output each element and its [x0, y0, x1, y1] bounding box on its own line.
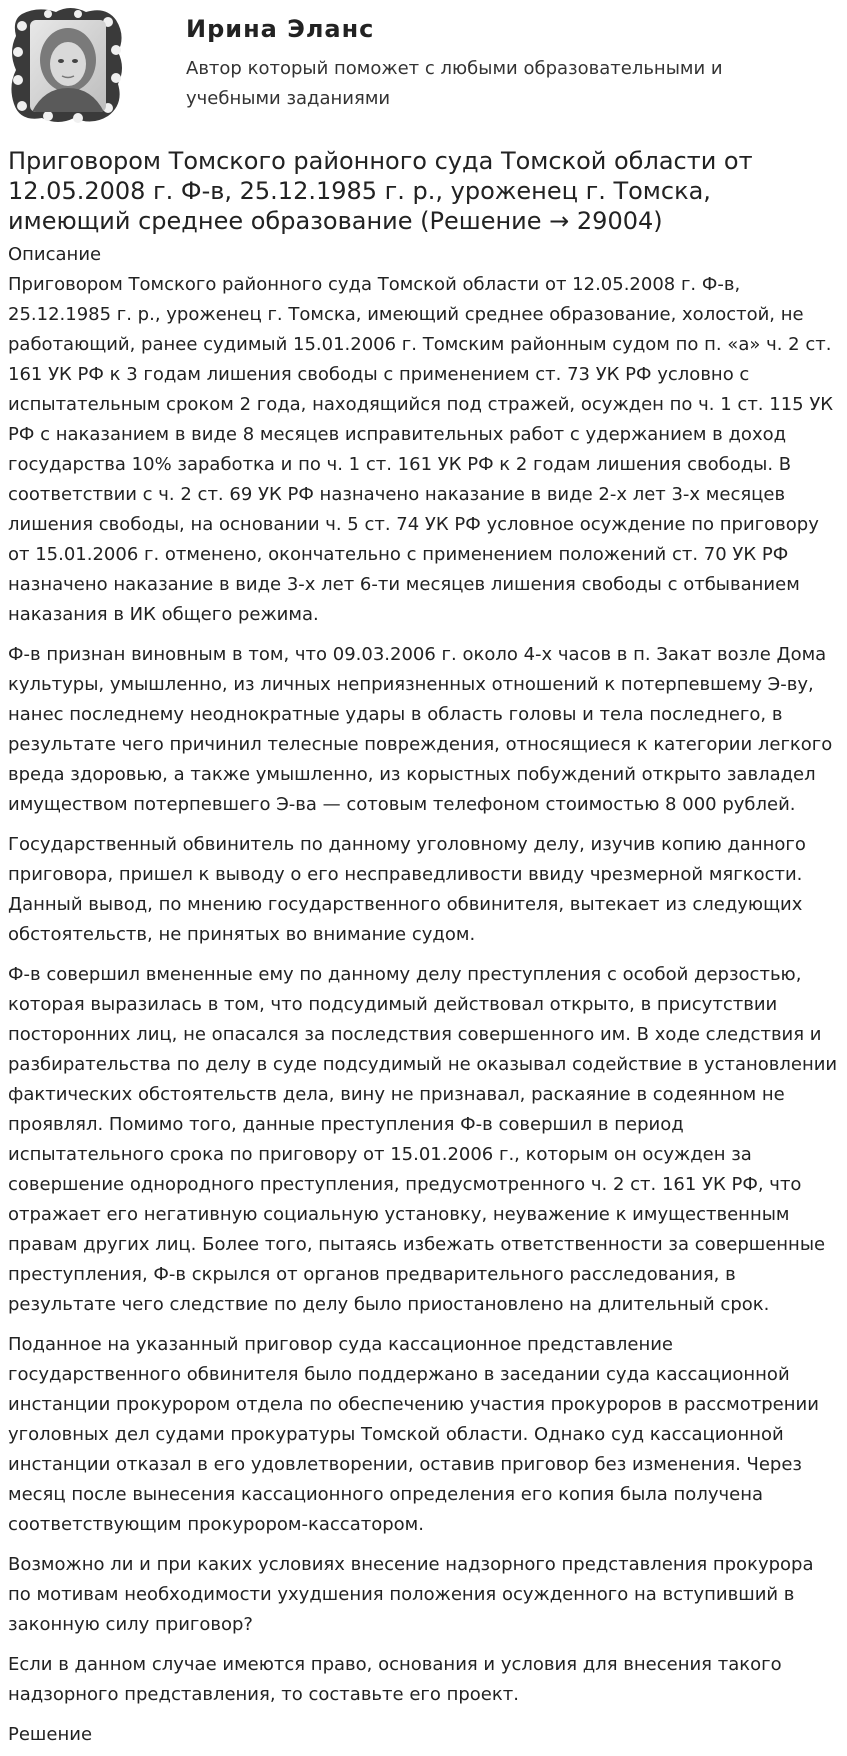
task-paragraph: Государственный обвинитель по данному уголовному делу, изучив копию данного приговора, пришел к выводу о его несправедливости ввиду чрезмерной мягкости. Данный вывод, по мнению государственного обвинителя, вытекает из следующих обстоятельств, не принятых во внимание судом. — [8, 834, 806, 945]
author-header — [8, 6, 838, 126]
task-paragraph: Ф-в признан виновным в том, что 09.03.2006 г. около 4-х часов в п. Закат возле Дома культуры, умышленно, из личных неприязненных отношений к потерпевшему Э-ву, нанес последнему неоднократные удары в область головы и тела последнего, в результате чего причинил телесные повреждения, относящиеся к категории легкого вреда здоровью, а также умышленно, из корыстных побуждений открыто завладел имуществом потерпевшего Э-ва — сотовым телефоном стоимостью 8 000 рублей. — [8, 644, 833, 815]
task-title: Приговором Томского районного суда Томской области от 12.05.2008 г. Ф-в, 25.12.1985 г. р., уроженец г. Томска, имеющий среднее образование (Решение → 29004) — [8, 147, 753, 235]
task-paragraph: Возможно ли и при каких условиях внесение надзорного представления прокурора по мотивам необходимости ухудшения положения осужденного на вступивший в законную силу приговор? — [8, 1554, 814, 1635]
task-paragraph: Приговором Томского районного суда Томской области от 12.05.2008 г. Ф-в, 25.12.1985 г. р., уроженец г. Томска, имеющий среднее образование, холостой, не работающий, ранее судимый 15.01.2006 г. Томским районным судом по п. «а» ч. 2 ст. 161 УК РФ к 3 годам лишения свободы с применением ст. 73 УК РФ условно с испытательным сроком 2 года, находящийся под стражей, осужден по ч. 1 ст. 115 УК РФ с наказанием в виде 8 месяцев исправительных работ с удержанием в доход государства 10% заработка и по ч. 1 ст. 161 УК РФ к 2 годам лишения свободы. В соответствии с ч. 2 ст. 69 УК РФ назначено наказание в виде 2-х лет 3-х месяцев лишения свободы, на основании ч. 5 ст. 74 УК РФ условное осуждение по приговору от 15.01.2006 г. отменено, окончательно с применением положений ст. 70 УК РФ назначено наказание в виде 3-х лет 6-ти месяцев лишения свободы с отбыванием наказания в ИК общего режима. — [8, 274, 834, 625]
solution-label: Решение — [8, 1724, 93, 1745]
task-content — [8, 146, 838, 1750]
task-paragraph: Если в данном случае имеются право, основания и условия для внесения такого надзорного представления, то составьте его проект. — [8, 1654, 782, 1705]
author-description: Автор который поможет с любыми образовательными и учебными заданиями — [186, 58, 723, 109]
task-paragraph: Поданное на указанный приговор суда кассационное представление государственного обвинителя было поддержано в заседании суда кассационной инстанции прокурором отдела по обеспечению участия прокуроров в рассмотрении уголовных дел судами прокуратуры Томской области. Однако суд кассационной инстанции отказал в его удовлетворении, оставив приговор без изменения. Через месяц после вынесения кассационного определения его копия была получена соответствующим прокурором-кассатором. — [8, 1334, 819, 1535]
author-name[interactable]: Ирина Эланс — [186, 15, 375, 43]
task-paragraph: Ф-в совершил вмененные ему по данному делу преступления с особой дерзостью, которая выразилась в том, что подсудимый действовал открыто, в присутствии посторонних лиц, не опасался за последствия совершенного им. В ходе следствия и разбирательства по делу в суде подсудимый не оказывал содействие в установлении фактических обстоятельств дела, вину не признавал, раскаяние в содеянном не проявлял. Помимо того, данные преступления Ф-в совершил в период испытательного срока по приговору от 15.01.2006 г., которым он осужден за совершение однородного преступления, предусмотренного ч. 2 ст. 161 УК РФ, что отражает его негативную социальную установку, неуважение к имущественным правам других лиц. Более того, пытаясь избежать ответственности за совершенные преступления, Ф-в скрылся от органов предварительного расследования, в результате чего следствие по делу было приостановлено на длительный срок. — [8, 964, 838, 1315]
description-label: Описание — [8, 244, 102, 265]
author-avatar — [8, 6, 126, 126]
